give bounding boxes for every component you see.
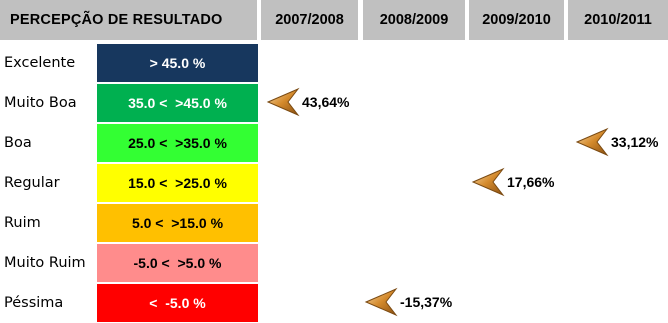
result-value-2010-2011: 33,12% [611,134,659,150]
band-range-muito-ruim: -5.0 < >5.0 % [97,244,258,282]
result-marker-2009-2010 [471,166,554,198]
band-label-excelente: Excelente [4,55,76,71]
arrow-pointer-icon [266,87,300,117]
result-marker-2010-2011 [575,126,658,158]
band-label-pessima: Péssima [4,295,64,311]
header-year-2010-2011: 2010/2011 [568,0,668,40]
band-range-ruim: 5.0 < >15.0 % [97,204,258,242]
arrow-pointer-icon [364,287,398,317]
result-value-2007-2008: 43,64% [302,94,350,110]
header-year-2009-2010: 2009/2010 [469,0,564,40]
header-year-2008-2009: 2008/2009 [363,0,465,40]
band-label-ruim: Ruim [4,215,41,231]
band-range-pessima: < -5.0 % [97,284,258,322]
arrow-pointer-icon [471,167,505,197]
band-label-boa: Boa [4,135,32,151]
result-value-2009-2010: 17,66% [507,174,555,190]
band-range-boa: 25.0 < >35.0 % [97,124,258,162]
band-range-regular: 15.0 < >25.0 % [97,164,258,202]
result-value-2008-2009: -15,37% [400,294,453,310]
band-label-muito-boa: Muito Boa [4,95,77,111]
band-range-excelente: > 45.0 % [97,44,258,82]
result-marker-2008-2009 [364,286,452,318]
band-label-muito-ruim: Muito Ruim [4,255,86,271]
header-year-2007-2008: 2007/2008 [261,0,358,40]
band-range-muito-boa: 35.0 < >45.0 % [97,84,258,122]
arrow-pointer-icon [575,127,609,157]
band-label-regular: Regular [4,175,60,191]
result-marker-2007-2008 [266,86,349,118]
header-title: PERCEPÇÃO DE RESULTADO [0,0,257,40]
